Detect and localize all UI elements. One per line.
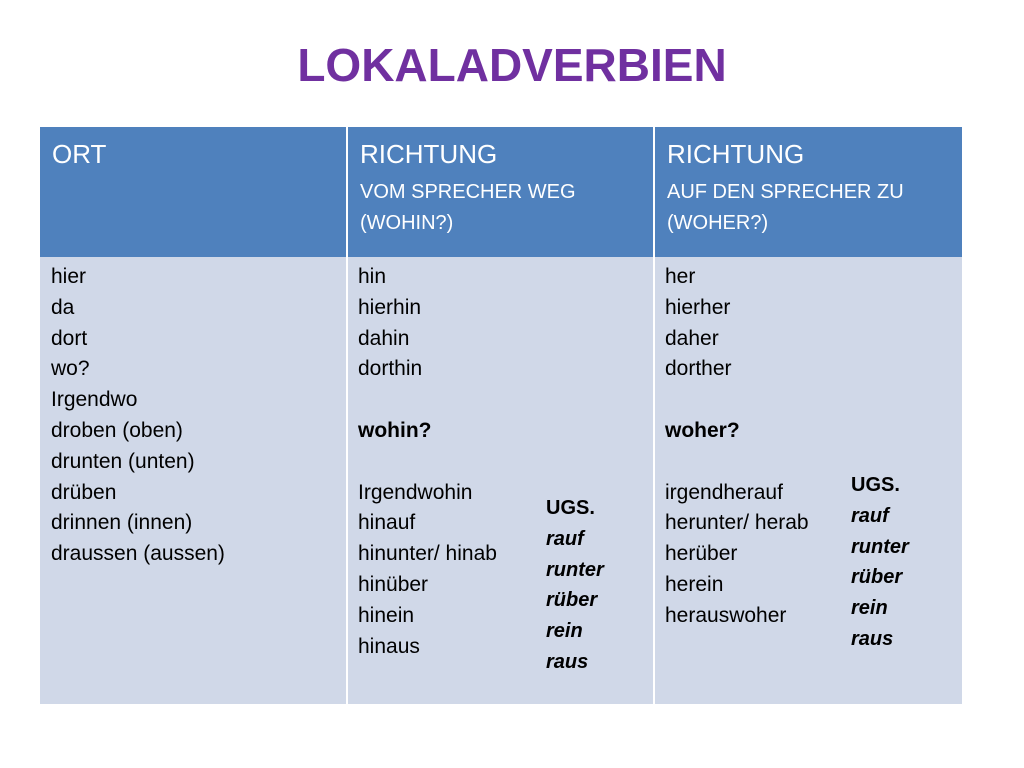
ugs-item: rein — [546, 620, 583, 643]
header-sub-line: (WOHER?) — [667, 212, 769, 234]
ugs-item: raus — [546, 650, 589, 673]
list-item: drüben — [51, 480, 117, 504]
header-label: RICHTUNG — [667, 139, 805, 169]
header-sublabel — [667, 177, 904, 239]
list-item: hierhin — [358, 295, 422, 319]
list-item: her — [665, 265, 696, 288]
header-sub-line: VOM SPRECHER WEG — [360, 181, 576, 203]
list-item: hier — [51, 265, 87, 288]
list-item: daher — [665, 326, 719, 350]
header-label: ORT — [52, 139, 107, 169]
ugs-list-wohin — [546, 493, 604, 678]
list-item: irgendherauf — [665, 480, 783, 504]
list-item: hinein — [358, 603, 415, 627]
header-richtung-woher — [655, 127, 962, 257]
ugs-label: UGS. — [546, 497, 595, 519]
list-item: draussen (aussen) — [51, 542, 225, 566]
list-item — [358, 385, 497, 416]
header-sublabel — [360, 177, 576, 239]
header-sub-line: AUF DEN SPRECHER ZU — [667, 181, 904, 203]
ugs-label: UGS. — [851, 474, 900, 496]
list-item: herüber — [665, 542, 738, 566]
page-title: LOKALADVERBIEN — [297, 39, 727, 91]
adverb-table — [40, 127, 962, 704]
list-item: Irgendwo — [51, 388, 138, 412]
list-item: drinnen (innen) — [51, 511, 193, 535]
list-item: da — [51, 295, 75, 319]
list-item: drunten (unten) — [51, 449, 195, 473]
ugs-item: rüber — [546, 589, 598, 612]
list-item: herauswoher — [665, 603, 787, 627]
ugs-item: rein — [851, 597, 888, 620]
list-wohin — [358, 262, 497, 662]
list-item: droben (oben) — [51, 418, 183, 442]
ugs-item: rauf — [546, 527, 584, 550]
header-sub-line: (WOHIN?) — [360, 212, 454, 234]
header-label: RICHTUNG — [360, 139, 498, 169]
list-item: dorthin — [358, 357, 423, 381]
ugs-item: rauf — [851, 504, 889, 527]
ugs-list-woher — [851, 470, 909, 655]
list-woher — [665, 262, 809, 632]
header-ort — [40, 127, 346, 257]
list-item: dahin — [358, 326, 410, 350]
ugs-item: rüber — [851, 566, 903, 589]
list-item — [665, 385, 809, 416]
question-label: wohin? — [358, 418, 432, 442]
list-item: hinunter/ hinab — [358, 542, 497, 566]
list-item: dort — [51, 326, 88, 350]
list-item: hinauf — [358, 511, 416, 535]
list-item: herunter/ herab — [665, 511, 809, 535]
list-item: hinaus — [358, 634, 420, 658]
list-ort — [51, 262, 225, 570]
list-item — [665, 447, 809, 478]
list-item: wo? — [51, 357, 90, 381]
ugs-item: raus — [851, 627, 894, 650]
list-item: Irgendwohin — [358, 480, 473, 504]
header-richtung-wohin — [348, 127, 653, 257]
list-item: herein — [665, 572, 724, 596]
list-item: dorther — [665, 357, 732, 381]
list-item: hin — [358, 265, 387, 288]
list-item: hierher — [665, 295, 731, 319]
ugs-item: runter — [851, 535, 909, 558]
list-item — [358, 447, 497, 478]
question-label: woher? — [665, 418, 740, 442]
ugs-item: runter — [546, 558, 604, 581]
list-item: hinüber — [358, 572, 429, 596]
